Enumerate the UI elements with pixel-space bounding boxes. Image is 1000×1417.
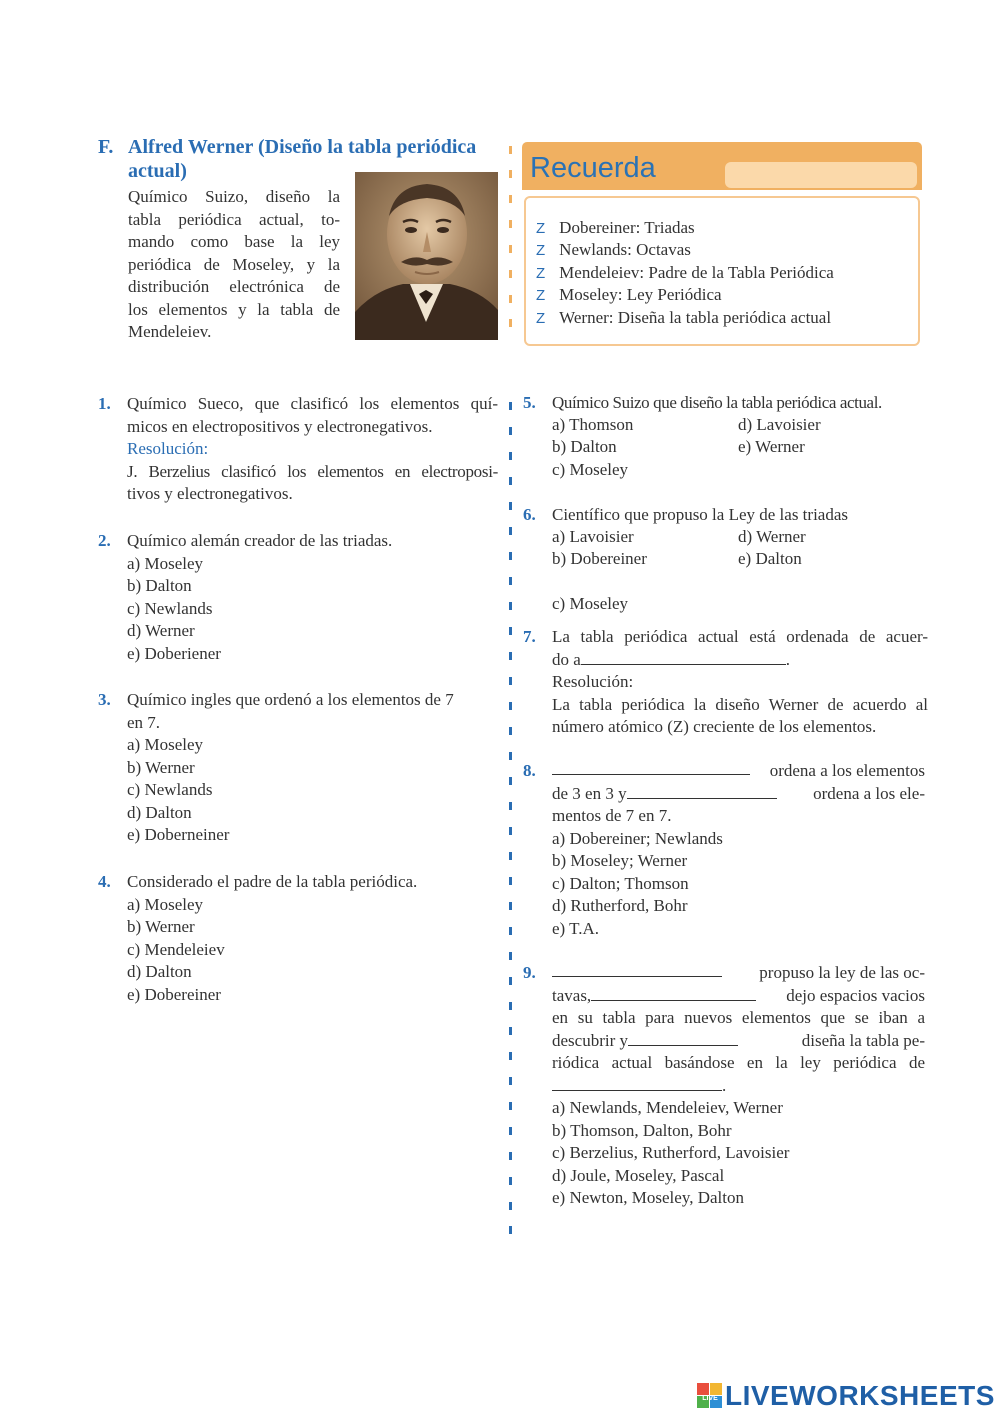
recuerda-item-text: Werner: Diseña la tabla periódica actual [559, 308, 832, 327]
desc-line: mando como base la ley [128, 232, 340, 251]
question-line-text: ordena a los ele- [813, 783, 925, 803]
recuerda-item [536, 263, 834, 283]
recuerda-header [522, 142, 922, 190]
question-line [552, 985, 925, 1008]
option[interactable]: a) Moseley [127, 894, 204, 914]
recuerda-box [524, 196, 920, 346]
dot [509, 170, 512, 178]
question-number: 3. [98, 690, 111, 709]
answer-blank[interactable] [552, 760, 750, 775]
dot [509, 852, 512, 860]
dot [509, 1077, 512, 1085]
question-number: 2. [98, 531, 111, 550]
dot [509, 627, 512, 635]
dot [509, 270, 512, 278]
option[interactable]: b) Dobereiner [552, 549, 647, 568]
dot [509, 1052, 512, 1060]
question-line [552, 783, 925, 806]
question-line: La tabla periódica actual está ordenada de acuer- [552, 627, 928, 646]
recuerda-item-text: Mendeleiev: Padre de la Tabla Periódica [559, 263, 834, 282]
option[interactable]: a) Moseley [127, 553, 204, 573]
question-5 [523, 392, 923, 482]
question-8 [523, 760, 925, 940]
question-text: Considerado el padre de la tabla periódica. [127, 872, 418, 891]
question-line [552, 760, 925, 783]
dot [509, 1226, 512, 1234]
resolution-label: Resolución: [552, 672, 634, 691]
dot [509, 1002, 512, 1010]
section-f-description [128, 186, 340, 344]
section-f-letter: F. [98, 136, 114, 158]
option[interactable]: a) Thomson [552, 415, 634, 434]
option[interactable]: d) Dalton [127, 962, 192, 981]
bullet-icon: Z [536, 265, 546, 282]
logo-text: LIVEWORKSHEETS [725, 1380, 995, 1411]
liveworksheets-logo[interactable] [697, 1380, 995, 1412]
option[interactable]: b) Dalton [127, 576, 192, 595]
dot [509, 427, 512, 435]
dot [509, 1102, 512, 1110]
answer-blank[interactable] [552, 962, 722, 977]
desc-line: los elementos y la tabla de [128, 299, 340, 319]
question-number: 6. [523, 505, 536, 524]
option[interactable]: b) Werner [127, 757, 195, 777]
bullet-icon: Z [536, 242, 546, 259]
option[interactable]: d) Werner [738, 527, 806, 546]
dot [509, 677, 512, 685]
dot [509, 552, 512, 560]
option[interactable]: e) Werner [738, 437, 805, 456]
dot [509, 245, 512, 253]
option[interactable]: b) Werner [127, 917, 195, 936]
dot [509, 952, 512, 960]
answer-blank[interactable] [552, 1076, 722, 1091]
option[interactable]: d) Dalton [127, 802, 192, 822]
option[interactable]: b) Thomson, Dalton, Bohr [552, 1120, 732, 1140]
dot [509, 777, 512, 785]
dot [509, 502, 512, 510]
dot [509, 195, 512, 203]
desc-line: Mendeleiev. [128, 322, 212, 341]
question-number: 5. [523, 393, 536, 412]
logo-badge-text: LIVE [702, 1395, 718, 1402]
option[interactable]: e) Dalton [738, 549, 802, 568]
question-1 [98, 393, 498, 506]
question-2 [98, 530, 498, 665]
question-line: Químico Sueco, que clasificó los elementos quí- [127, 394, 498, 413]
question-line-text: propuso la ley de las oc- [759, 963, 925, 982]
dot [509, 827, 512, 835]
recuerda-item [536, 218, 695, 238]
logo-badge-icon [697, 1383, 723, 1409]
dot [509, 1027, 512, 1035]
question-number: 7. [523, 627, 536, 646]
section-f-title-line1: Alfred Werner (Diseño la tabla periódica [128, 136, 477, 158]
option[interactable]: c) Dalton; Thomson [552, 873, 689, 893]
dot [509, 452, 512, 460]
option[interactable]: c) Newlands [127, 598, 213, 618]
dot [509, 877, 512, 885]
answer-line: tivos y electronegativos. [127, 484, 293, 503]
answer-line: número atómico (Z) creciente de los elementos. [552, 717, 877, 736]
option[interactable]: e) T.A. [552, 918, 600, 938]
werner-portrait [355, 172, 498, 340]
option[interactable]: e) Dobereiner [127, 984, 221, 1004]
question-6 [523, 504, 923, 614]
question-line [552, 1030, 925, 1053]
answer-blank[interactable] [581, 650, 786, 665]
dot [509, 752, 512, 760]
dot [509, 319, 512, 327]
question-line-text: dejo espacios vacios [786, 985, 925, 1005]
dot [509, 727, 512, 735]
desc-line: periódica de Moseley, y la [128, 254, 340, 274]
question-line-text: de 3 en 3 y [552, 783, 627, 803]
option[interactable]: c) Berzelius, Rutherford, Lavoisier [552, 1143, 790, 1162]
option[interactable]: c) Moseley [552, 460, 629, 479]
period: . [722, 1075, 727, 1095]
dot [509, 1177, 512, 1185]
option[interactable]: a) Moseley [127, 735, 204, 754]
dot [509, 702, 512, 710]
recuerda-item [536, 240, 691, 260]
question-line: riódica actual basándose en la ley periódica de [552, 1053, 925, 1072]
option[interactable]: e) Newton, Moseley, Dalton [552, 1188, 744, 1207]
question-line [552, 649, 928, 672]
question-line [552, 962, 925, 985]
dot [509, 146, 512, 154]
dot [509, 402, 512, 410]
recuerda-item-text: Newlands: Octavas [559, 240, 691, 259]
question-line: en 7. [127, 712, 161, 732]
desc-line: Químico Suizo, diseño la [128, 187, 340, 206]
question-3 [98, 689, 498, 847]
dot [509, 602, 512, 610]
option[interactable]: c) Newlands [127, 780, 213, 799]
dot [509, 977, 512, 985]
desc-line: distribución electrónica de [128, 277, 340, 296]
answer-line: J. Berzelius clasificó los elementos en electroposi- [127, 461, 498, 481]
option[interactable]: d) Lavoisier [738, 415, 821, 434]
question-line-text: ordena a los elementos [769, 761, 925, 780]
option[interactable]: e) Doberneiner [127, 825, 230, 844]
question-line: micos en electropositivos y electronegativos. [127, 416, 433, 436]
dot [509, 1202, 512, 1210]
question-text: Químico alemán creador de las triadas. [127, 531, 393, 550]
question-4 [98, 871, 498, 1006]
option[interactable]: a) Dobereiner; Newlands [552, 828, 723, 848]
question-line-text: diseña la tabla pe- [801, 1030, 925, 1050]
dot [509, 577, 512, 585]
recuerda-item [536, 308, 831, 328]
recuerda-header-highlight [725, 162, 917, 188]
question-number: 1. [98, 394, 111, 413]
dot [509, 477, 512, 485]
section-f-title-line2: actual) [128, 160, 187, 182]
dot [509, 527, 512, 535]
option[interactable]: d) Joule, Moseley, Pascal [552, 1165, 725, 1185]
dot [509, 1127, 512, 1135]
recuerda-item [536, 285, 722, 305]
option[interactable]: c) Mendeleiev [127, 939, 225, 959]
answer-blank[interactable] [591, 986, 756, 1001]
question-line-text: do a [552, 649, 581, 669]
option[interactable]: b) Dalton [552, 437, 617, 456]
recuerda-title: Recuerda [530, 152, 656, 184]
dot [509, 902, 512, 910]
question-line [552, 1075, 925, 1098]
recuerda-item-text: Dobereiner: Triadas [559, 218, 695, 237]
option[interactable]: a) Newlands, Mendeleiev, Werner [552, 1098, 783, 1117]
question-line-text: tavas, [552, 985, 592, 1005]
question-number: 9. [523, 963, 536, 982]
answer-line: La tabla periódica la diseño Werner de acuerdo al [552, 694, 928, 714]
dot [509, 220, 512, 228]
desc-line: tabla periódica actual, to- [128, 209, 340, 229]
question-line: en su tabla para nuevos elementos que se iban a [552, 1008, 925, 1027]
answer-blank[interactable] [627, 784, 777, 799]
dot [509, 802, 512, 810]
dot [509, 927, 512, 935]
dot [509, 652, 512, 660]
bullet-icon: Z [536, 287, 546, 304]
dot [509, 295, 512, 303]
question-7 [523, 626, 928, 739]
bullet-icon: Z [536, 220, 546, 237]
question-text: Químico Suizo que diseño la tabla periódica actual. [552, 393, 882, 412]
bullet-icon: Z [536, 310, 546, 327]
recuerda-item-text: Moseley: Ley Periódica [559, 285, 722, 304]
option[interactable]: b) Moseley; Werner [552, 851, 688, 870]
option[interactable]: d) Werner [127, 621, 195, 640]
question-9 [523, 962, 925, 1210]
question-line: mentos de 7 en 7. [552, 806, 672, 825]
period: . [785, 649, 791, 669]
question-line: Químico ingles que ordenó a los elementos de 7 [127, 690, 454, 709]
question-text: Científico que propuso la Ley de las triadas [552, 505, 848, 524]
option[interactable]: d) Rutherford, Bohr [552, 896, 688, 915]
option[interactable]: e) Doberiener [127, 643, 221, 663]
answer-blank[interactable] [628, 1031, 738, 1046]
option[interactable]: a) Lavoisier [552, 527, 634, 546]
question-number: 4. [98, 872, 111, 891]
resolution-label: Resolución: [127, 439, 209, 458]
dot [509, 1152, 512, 1160]
question-line-text: descubrir y [552, 1030, 629, 1050]
question-number: 8. [523, 761, 536, 780]
option[interactable]: c) Moseley [552, 594, 629, 613]
